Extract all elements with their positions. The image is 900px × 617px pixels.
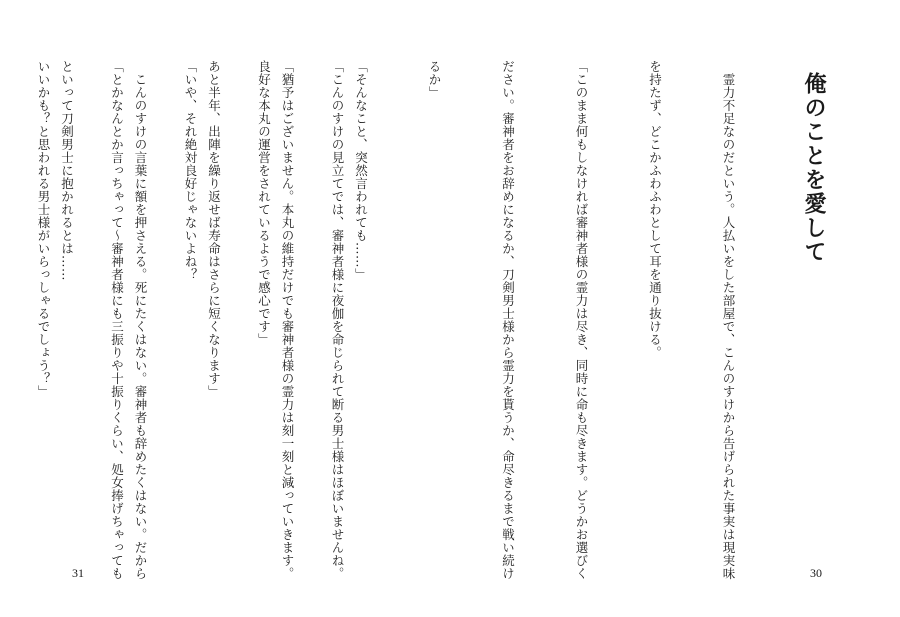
left-paragraph: 良好な本丸の運営をされているようで感心です」 xyxy=(256,60,272,346)
left-paragraph: 「いや、それ絶対良好じゃないよね？ xyxy=(183,60,198,281)
right-paragraph: ださい。審神者をお辞めになるか、刀剣男士様から霊力を貰うか、命尽きるまで戦い続け xyxy=(500,60,516,580)
right-paragraph: るか」 xyxy=(427,60,442,99)
right-paragraph: といって刀剣男士に抱かれるとは…… xyxy=(59,60,75,281)
page-number-right: 30 xyxy=(810,566,822,580)
right-paragraph: 「このまま何もしなければ審神者様の霊力は尽き、同時に命も尽きます。どうかお選びく xyxy=(574,60,589,580)
left-paragraph: いいかも？と思われる男士様がいらっしゃるでしょう？」 xyxy=(36,60,51,398)
left-paragraph: 「こんのすけの見立てでは、審神者様に夜伽を命じられて断る男士様はほぼいませんね。 xyxy=(330,60,345,580)
page-number-left: 31 xyxy=(72,566,84,580)
right-paragraph: こんのすけの言葉に額を押さえる。死にたくはない。審神者も辞めたくはない。だから xyxy=(133,60,148,580)
right-paragraph: あと半年、出陣を繰り返せば寿命はさらに短くなります」 xyxy=(206,60,222,398)
chapter-title: 俺のことを愛して xyxy=(801,72,826,264)
left-paragraph: 「とかなんとか言っちゃって～審神者様にも三振りや十振りくらい、処女捧げちゃっても xyxy=(109,60,125,580)
right-paragraph: 霊力不足なのだという。人払いをした部屋で、こんのすけから告げられた事実は現実味 xyxy=(721,60,736,580)
right-paragraph: 「猶予はございません。本丸の維持だけでも審神者様の霊力は刻一刻と減っていきます。 xyxy=(280,60,295,580)
right-paragraph: 「そんなこと、突然言われても……」 xyxy=(353,60,369,281)
right-paragraph xyxy=(0,60,5,560)
right-paragraph: を持たず、どこかふわふわとして耳を通り抜ける。 xyxy=(647,60,663,359)
